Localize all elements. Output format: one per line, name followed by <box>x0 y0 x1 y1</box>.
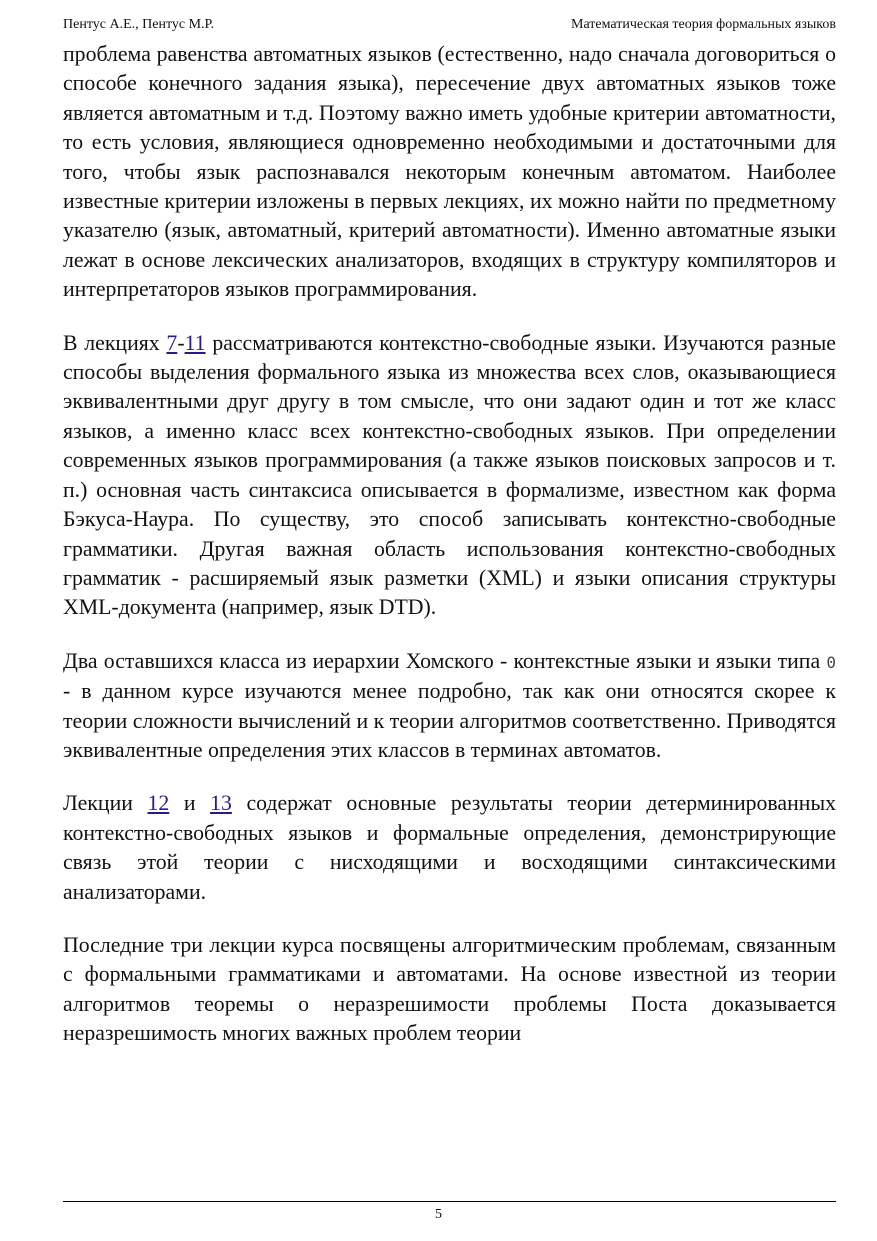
body-text <box>63 40 836 1049</box>
paragraph-2-body: рассматриваются контекстно-свободные языки. Изучаются разные способы выделения формального языка из множества всех слов, оказывающиеся эквивалентными друг другу в том смысле, что они задают один и тот же класс языков, а именно класс всех контекстно-свободных языков. При определении современных языков программирования (а также языков поисковых запросов и т. п.) основная часть синтаксиса описывается в формализме, известном как форма Бэкуса-Наура. По существу, это способ записывать контекстно-свободные грамматики. Другая важная область использования контекстно-свободных грамматик - расширяемый язык разметки (XML) и языки описания структуры XML-документа (например, язык DTD). <box>63 330 836 620</box>
lecture-12-link[interactable]: 12 <box>147 791 170 816</box>
paragraph-3-body: - в данном курсе изучаются менее подробно, так как они относятся скорее к теории сложности вычислений и к теории алгоритмов соответственно. Приводятся эквивалентные определения этих классов в терминах автоматов. <box>63 679 836 762</box>
paragraph-2 <box>63 329 836 623</box>
header-authors: Пентус А.Е., Пентус М.Р. <box>63 17 215 32</box>
paragraph-5: Последние три лекции курса посвящены алгоритмическим проблемам, связанным с формальными грамматиками и автоматами. На основе известной из теории алгоритмов теоремы о неразрешимости проблемы Поста доказывается неразрешимость многих важных проблем теории <box>63 932 836 1046</box>
footer-divider <box>63 1201 836 1202</box>
lecture-13-link[interactable]: 13 <box>210 791 232 816</box>
type-zero-symbol: 0 <box>826 652 836 672</box>
lecture-7-link[interactable]: 7 <box>166 330 178 355</box>
paragraph-4-body: содержат основные результаты теории детерминированных контекстно-свободных языков и формальные определения, демонстрирующие связь этой теории с нисходящими и восходящими синтаксическими анализаторами. <box>63 791 836 904</box>
page-number: 5 <box>435 1207 442 1222</box>
range-dash: - <box>177 330 185 355</box>
running-header <box>63 16 836 34</box>
lecture-11-link[interactable]: 11 <box>184 330 206 355</box>
paragraph-3-intro: Два оставшихся класса из иерархии Хомского - контекстные языки и языки типа <box>63 648 827 673</box>
paragraph-4-intro: Лекции <box>63 791 148 816</box>
paragraph-2-intro: В лекциях <box>63 330 167 355</box>
paragraph-4 <box>63 789 836 907</box>
paragraph-4-and: и <box>169 791 211 816</box>
paragraph-1: проблема равенства автоматных языков (естественно, надо сначала договориться о способе конечного задания языка), пересечение двух автоматных языков тоже является автоматным и т.д. Поэтому важно иметь удобные критерии автоматности, то есть условия, являющиеся одновременно необходимыми и достаточными для того, чтобы язык распознавался некоторым конечным автоматом. Наиболее известные критерии изложены в первых лекциях, их можно найти по предметному указателю (язык, автоматный, критерий автоматности). Именно автоматные языки лежат в основе лексических анализаторов, входящих в структуру компиляторов и интерпретаторов языков программирования. <box>63 42 836 302</box>
paragraph-3 <box>63 647 836 766</box>
header-title: Математическая теория формальных языков <box>571 17 836 32</box>
